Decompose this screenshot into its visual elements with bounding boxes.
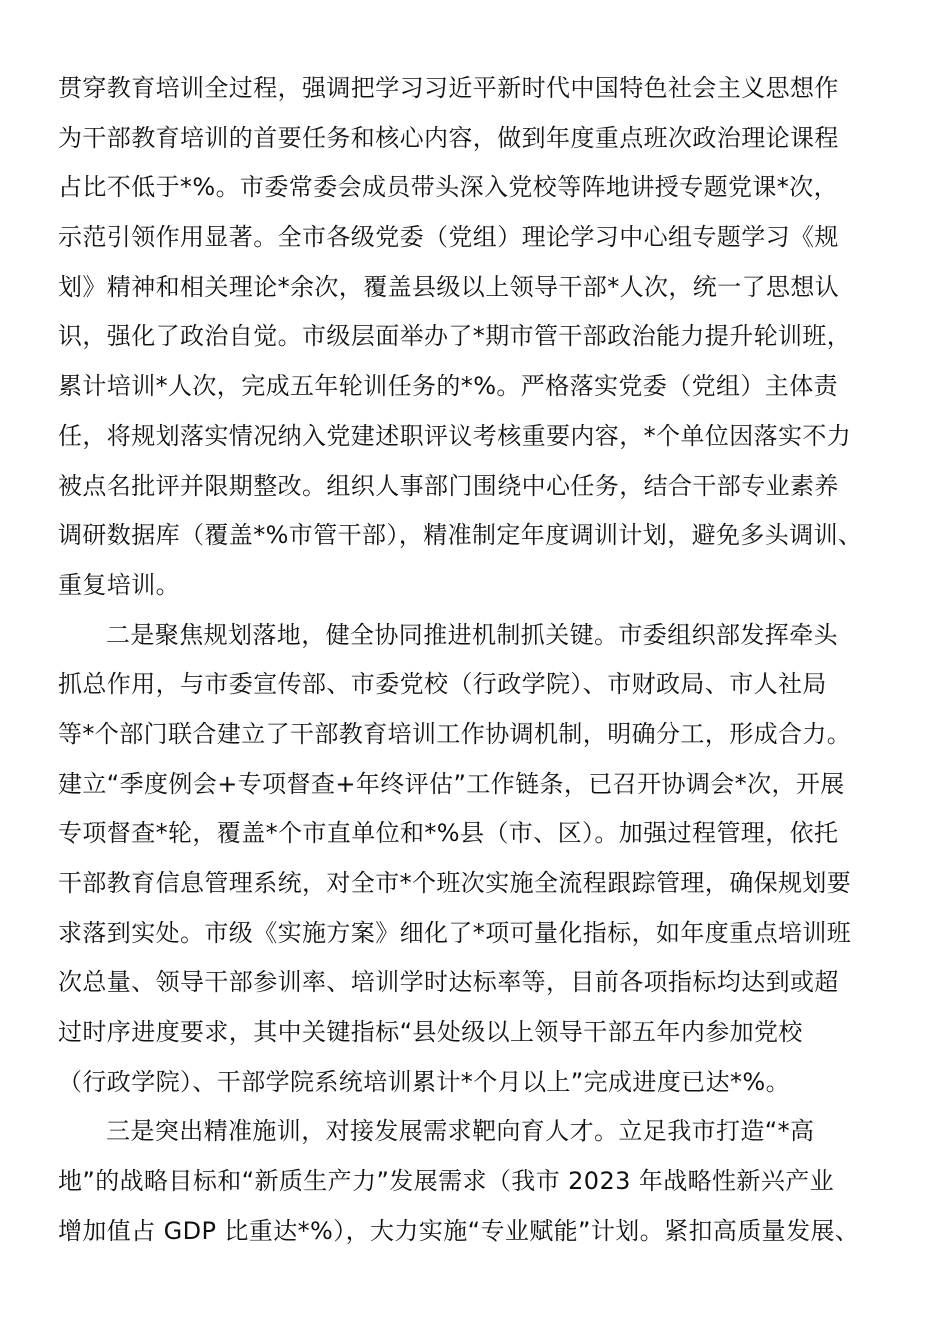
- text-line: 划》精神和相关理论*余次，覆盖县级以上领导干部*人次，统一了思想认: [58, 272, 840, 301]
- text-line: 占比不低于*%。市委常委会成员带头深入党校等阵地讲授专题党课*次，: [58, 173, 839, 202]
- text-line: 识，强化了政治自觉。市级层面举办了*期市管干部政治能力提升轮训班，: [58, 322, 852, 351]
- text-line: 被点名批评并限期整改。组织人事部门围绕中心任务，结合干部专业素养: [58, 471, 839, 500]
- paragraph-3-first-line: 三是突出精准施训，对接发展需求靶向育人才。立足我市打造“*高: [106, 1117, 815, 1146]
- text-line: 求落到实处。市级《实施方案》细化了*项可量化指标，如年度重点培训班: [58, 918, 852, 947]
- text-line: 为干部教育培训的首要任务和核心内容，做到年度重点班次政治理论课程: [58, 123, 839, 152]
- text-line: 增加值占 GDP 比重达*%），大力实施“专业赋能”计划。紧扣高质量发展、: [58, 1216, 860, 1245]
- text-line: 干部教育信息管理系统，对全市*个班次实施全流程跟踪管理，确保规划要: [58, 869, 852, 897]
- text-line: 等*个部门联合建立了干部教育培训工作协调机制，明确分工，形成合力。: [58, 719, 852, 748]
- paragraph-2-first-line: 二是聚焦规划落地，健全协同推进机制抓关键。市委组织部发挥牵头: [106, 620, 838, 649]
- text-line: 建立“季度例会+专项督查+年终评估”工作链条，已召开协调会*次，开展: [58, 769, 845, 798]
- text-line: 任，将规划落实情况纳入党建述职评议考核重要内容，*个单位因落实不力: [58, 421, 852, 450]
- text-line: 累计培训*人次，完成五年轮训任务的*%。严格落实党委（党组）主体责: [58, 372, 839, 401]
- document-body: [58, 64, 898, 1257]
- text-line: 过时序进度要求，其中关键指标“县处级以上领导干部五年内参加党校: [58, 1018, 803, 1047]
- text-line: 专项督查*轮，覆盖*个市直单位和*%县（市、区）。加强过程管理，依托: [58, 819, 839, 848]
- text-line: 贯穿教育培训全过程，强调把学习习近平新时代中国特色社会主义思想作: [58, 74, 839, 102]
- text-line: 地”的战略目标和“新质生产力”发展需求（我市 2023 年战略性新兴产业: [58, 1167, 835, 1196]
- text-line: 示范引领作用显著。全市各级党委（党组）理论学习中心组专题学习《规: [58, 223, 839, 252]
- text-line: 抓总作用，与市委宣传部、市委党校（行政学院）、市财政局、市人社局: [58, 670, 827, 699]
- text-line: 重复培训。: [58, 570, 180, 599]
- text-line: （行政学院）、干部学院系统培训累计*个月以上”完成进度已达*%。: [58, 1067, 791, 1096]
- text-line: 调研数据库（覆盖*%市管干部），精准制定年度调训计划，避免多头调训、: [58, 521, 863, 550]
- text-line: 次总量、领导干部参训率、培训学时达标率等，目前各项指标均达到或超: [58, 968, 839, 997]
